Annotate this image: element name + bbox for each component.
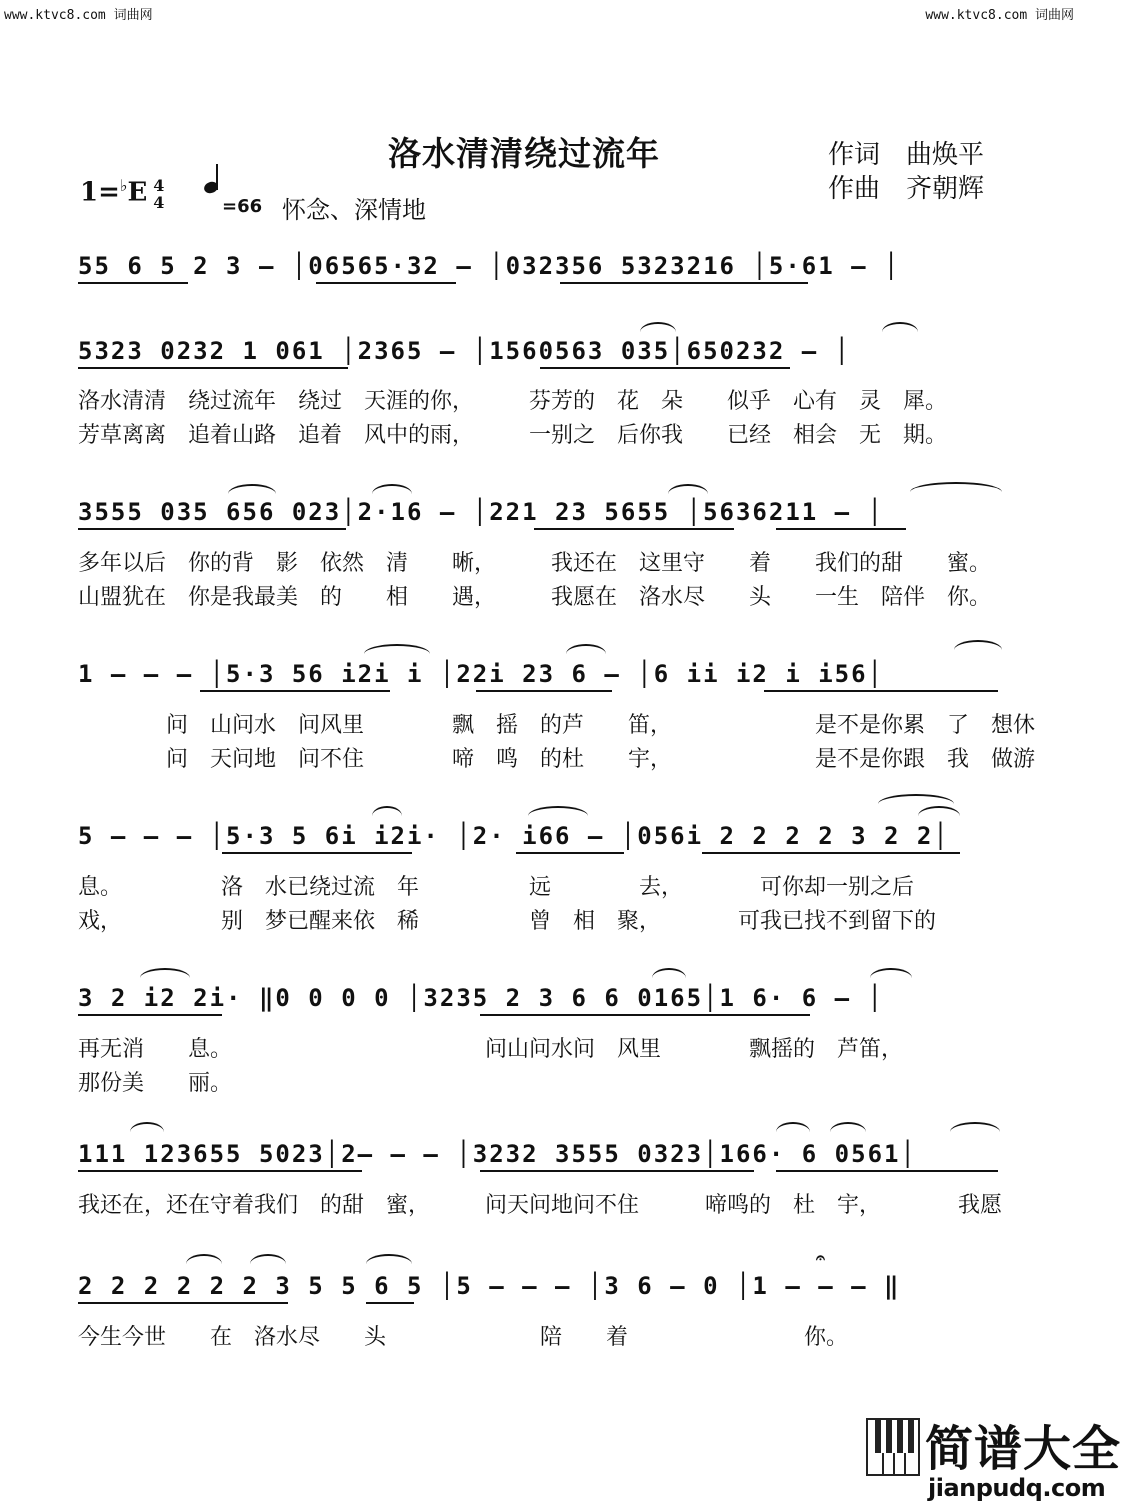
tie [366, 1254, 412, 1264]
underline [366, 1302, 414, 1304]
key-flat: ♭ [119, 176, 128, 195]
tie [652, 968, 686, 978]
underline [316, 282, 456, 284]
underline [476, 690, 612, 692]
underline [516, 852, 624, 854]
tie [910, 482, 1002, 492]
notation-row: 111 123655 5023│2– – – │3232 3555 0323│166· 6 0561│ [78, 1140, 917, 1168]
underline [78, 1302, 288, 1304]
lyric-line: 息。 洛 水已绕过流 年 远 去， 可你却一别之后 [78, 875, 915, 900]
tie [954, 640, 1002, 650]
watermark-right: www.ktvc8.com 词曲网 [925, 8, 1074, 23]
notation-row: 1 – – – │5·3 56 i2i i │22i 23 6 – │6 ii i2 i i56│ [78, 660, 885, 688]
lyric-line: 芳草离离 追着山路 追着 风中的雨， 一别之 后你我 已经 相会 无 期。 [78, 423, 948, 448]
underline [222, 852, 412, 854]
underline [776, 528, 906, 530]
underline [200, 690, 390, 692]
notation-row: 2 2 2 2 2 2 3 5 5 6 5 │5 – – – │3 6 – 0 │1 – – – ‖ [78, 1272, 901, 1300]
lyric-line: 戏， 别 梦已醒来依 稀 曾 相 聚， 可我已找不到留下的 [78, 909, 937, 934]
tie [640, 322, 676, 332]
tie [870, 968, 912, 978]
notation-row: 5323 0232 1 061 │2365 – │1560563 035│650232 – │ [78, 337, 852, 365]
tie [918, 806, 960, 816]
lyricist-credit: 作词 曲焕平 [828, 140, 985, 170]
tie [668, 484, 708, 494]
watermark-left: www.ktvc8.com 词曲网 [4, 8, 153, 23]
expression-mark: 怀念、深情地 [282, 196, 426, 224]
underline [764, 690, 998, 692]
composer-credit: 作曲 齐朝辉 [828, 174, 985, 204]
tie [372, 484, 412, 494]
tie [566, 644, 606, 654]
notation-row: 55 6 5 2 3 – │06565·32 – │032356 5323216 │5·61 – │ [78, 252, 901, 280]
underline [78, 1014, 222, 1016]
logo-url: jianpudq.com [928, 1474, 1106, 1502]
underline [560, 282, 808, 284]
underline [78, 367, 348, 369]
underline [534, 528, 734, 530]
tie [130, 1122, 164, 1132]
lyric-line: 今生今世 在 洛水尽 头 陪 着 你。 [78, 1325, 849, 1350]
piano-keys-icon [866, 1418, 920, 1476]
logo-brand: 简谱大全 [925, 1421, 1121, 1477]
tie [140, 968, 190, 978]
tie [364, 644, 430, 654]
tie [372, 806, 402, 816]
tie [882, 322, 918, 332]
tie [830, 1122, 866, 1132]
time-signature [153, 177, 164, 211]
lyric-line: 再无消 息。 问山问水问 风里 飘摇的 芦笛， [78, 1037, 904, 1062]
lyric-line: 问 山问水 问风里 飘 摇 的芦 笛， 是不是你累 了 想休 [78, 713, 1036, 738]
lyric-line: 那份美 丽。 [78, 1071, 233, 1096]
tie [776, 1122, 810, 1132]
time-top: 4 [153, 175, 165, 195]
tempo-mark: =66 [222, 196, 263, 217]
notation-row: 5 – – – │5·3 5 6i i2i· │2· i66 – │056i 2 2 2 2 3 2 2│ [78, 822, 950, 850]
key-note: E [127, 177, 148, 208]
lyric-line: 多年以后 你的背 影 依然 清 晰， 我还在 这里守 着 我们的甜 蜜。 [78, 551, 992, 576]
key-prefix: 1= [80, 177, 120, 208]
fermata-icon: 𝄐 [816, 1248, 825, 1267]
lyric-line: 问 天问地 问不住 啼 鸣 的杜 宇， 是不是你跟 我 做游 [78, 747, 1036, 772]
tie [528, 806, 588, 816]
time-bottom: 4 [153, 192, 165, 212]
underline [78, 528, 346, 530]
underline [776, 1170, 998, 1172]
lyric-line: 洛水清清 绕过流年 绕过 天涯的你， 芬芳的 花 朵 似乎 心有 灵 犀。 [78, 389, 948, 414]
lyric-line: 我还在，还在守着我们 的甜 蜜， 问天问地问不住 啼鸣的 杜 宇， 我愿 [78, 1193, 1003, 1218]
key-signature [80, 176, 164, 211]
tie [878, 794, 954, 804]
underline [702, 852, 960, 854]
notation-row: 3555 035 656 023│2·16 – │221 23 5655 │5636211 – │ [78, 498, 885, 526]
underline [540, 367, 790, 369]
underline [78, 1170, 362, 1172]
underline [78, 282, 188, 284]
underline [480, 1014, 810, 1016]
tie [228, 484, 276, 494]
tie [186, 1254, 222, 1264]
tie [950, 1122, 1000, 1132]
notation-row: 3 2 i2 2i· ‖0 0 0 0 │3235 2 3 6 6 0165│1 6· 6 – │ [78, 984, 885, 1012]
song-title: 洛水清清绕过流年 [388, 134, 660, 173]
lyric-line: 山盟犹在 你是我最美 的 相 遇， 我愿在 洛水尽 头 一生 陪伴 你。 [78, 585, 992, 610]
underline [480, 1170, 754, 1172]
tie [250, 1254, 286, 1264]
